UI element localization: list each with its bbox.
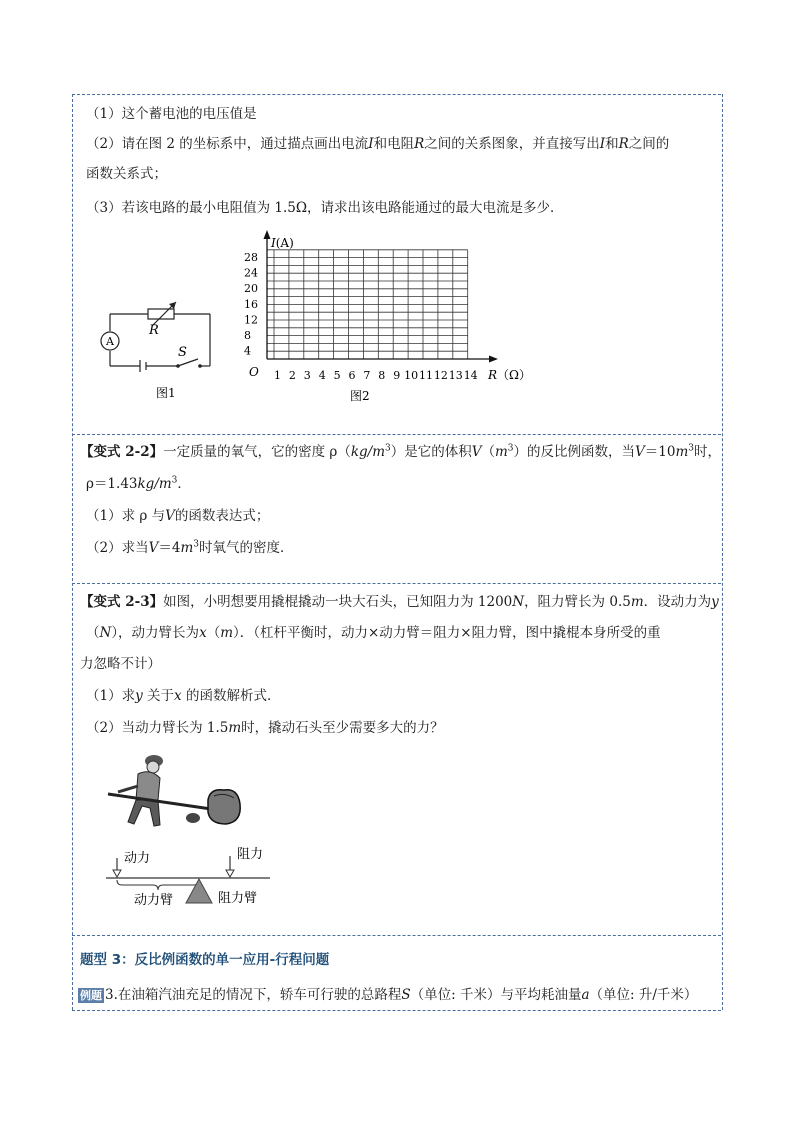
resistance-label: 阻力 xyxy=(237,847,264,862)
y-tick-label: 8 xyxy=(244,329,251,342)
ammeter-label: A xyxy=(106,335,114,348)
question-2-line1: （2）请在图 2 的坐标系中，通过描点画出电流I和电阻R之间的关系图象，并直接写出I和R之间的 xyxy=(86,136,670,152)
y-axis-label: I(A) xyxy=(271,236,294,250)
divider-2 xyxy=(72,583,721,584)
x-tick-label: 4 xyxy=(318,369,326,382)
force-diagram xyxy=(98,840,278,912)
rheostat-label: R xyxy=(149,323,159,338)
divider-top xyxy=(72,94,721,95)
x-tick-label: 14 xyxy=(463,369,478,382)
switch-label: S xyxy=(178,345,187,360)
variant-2-3-line3: 力忽略不计） xyxy=(80,656,161,672)
x-tick-label: 9 xyxy=(393,369,401,382)
y-tick-label: 4 xyxy=(244,344,251,358)
example-3-line: 例题 3.在油箱汽油充足的情况下，轿车可行驶的总路程S（单位: 千米）与平均耗油量a（单位: 升/千米） xyxy=(80,987,698,1003)
divider-3 xyxy=(72,935,721,936)
divider-bottom xyxy=(72,1010,721,1011)
figure-2-caption: 图2 xyxy=(350,389,370,403)
circuit-diagram xyxy=(96,298,216,402)
y-tick-label: 16 xyxy=(244,297,258,311)
question-1: （1）这个蓄电池的电压值是 xyxy=(86,106,257,122)
question-3: （3）若该电路的最小电阻值为 1.5Ω，请求出该电路能通过的最大电流是多少． xyxy=(86,200,564,216)
x-tick-label: 10 xyxy=(404,369,419,382)
example-tag: 例题 xyxy=(80,989,102,1002)
y-tick-label: 20 xyxy=(244,282,258,296)
x-tick-label: 5 xyxy=(333,369,341,382)
x-tick-label: 8 xyxy=(378,369,386,382)
coordinate-grid xyxy=(238,228,538,406)
variant-2-3-line1: 【变式 2-3】如图，小明想要用撬棍撬动一块大石头，已知阻力为 1200N，阻力臂长为 0.5m．设动力为y xyxy=(80,594,719,610)
origin-label: O xyxy=(249,365,259,379)
y-tick-label: 24 xyxy=(244,266,258,280)
divider-1 xyxy=(72,434,721,435)
variant-2-2-line1: 【变式 2-2】一定质量的氧气，它的密度 $\rho(kg/m^3)$是它的体积$V(m^3)$的反比例函数，当$V=10m^3$时， xyxy=(80,443,722,460)
x-tick-label: 2 xyxy=(288,369,296,382)
x-axis-label: R（Ω） xyxy=(488,368,531,382)
variant-2-3-line2: （N），动力臂长为x（m）．（杠杆平衡时，动力×动力臂＝阻力×阻力臂，图中撬棍本身所受的重 xyxy=(86,625,661,641)
x-tick-label: 3 xyxy=(303,369,311,382)
variant-2-3-q1: （1）求y 关于x 的函数解析式． xyxy=(86,688,281,704)
x-tick-label: 1 xyxy=(274,369,281,382)
variant-2-2-line2: $\rho=1.43kg/m^3$． xyxy=(86,475,191,492)
question-2-line2: 函数关系式； xyxy=(86,166,167,182)
x-tick-label: 13 xyxy=(448,369,463,382)
resistance-arm-label: 阻力臂 xyxy=(218,891,258,906)
force-arm-label: 动力臂 xyxy=(134,893,174,908)
x-tick-label: 11 xyxy=(419,369,433,382)
y-tick-label: 28 xyxy=(244,251,258,264)
type-3-heading: 题型 3：反比例函数的单一应用-行程问题 xyxy=(80,952,330,968)
force-label: 动力 xyxy=(124,851,151,866)
x-tick-label: 7 xyxy=(363,369,371,382)
variant-2-2-q2: （2）求当$V=4m^3$时氧气的密度． xyxy=(86,539,294,556)
x-tick-label: 6 xyxy=(348,369,356,382)
figure-1-caption: 图1 xyxy=(156,386,176,400)
variant-2-3-q2: （2）当动力臂长为 1.5m时，撬动石头至少需要多大的力？ xyxy=(86,720,444,736)
variant-2-2-q1: （1）求 ρ 与V的函数表达式； xyxy=(86,508,270,524)
lever-illustration xyxy=(98,752,258,834)
x-tick-label: 12 xyxy=(433,369,448,382)
y-tick-label: 12 xyxy=(244,313,258,327)
